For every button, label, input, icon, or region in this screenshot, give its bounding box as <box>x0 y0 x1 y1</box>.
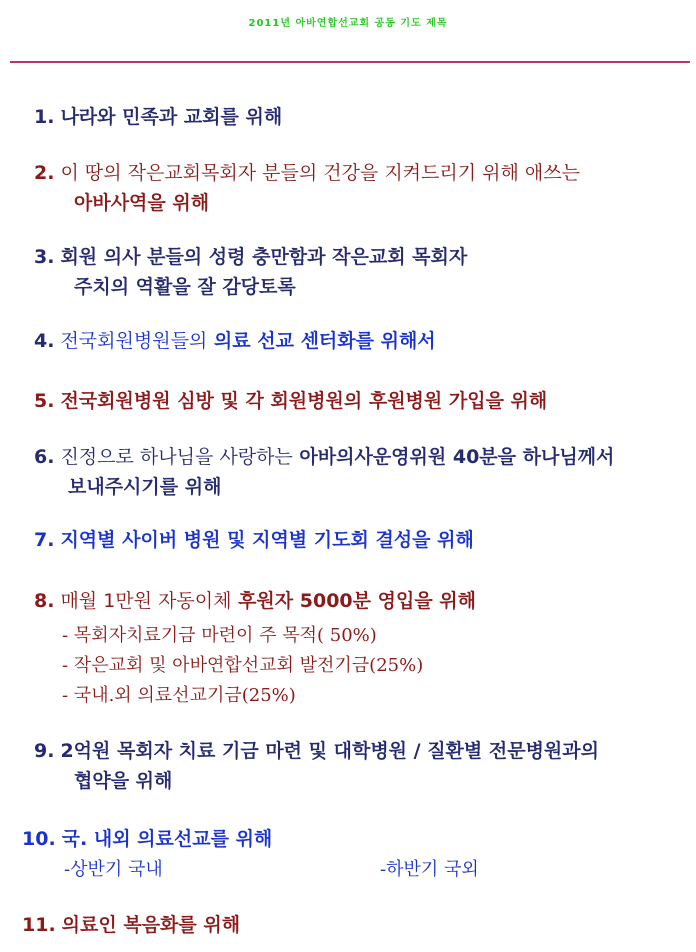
item-number: 6. <box>34 446 55 468</box>
item-number: 8. <box>34 590 55 612</box>
fund-allocation-2: - 작은교회 및 아바연합선교회 발전기금(25%) <box>62 655 424 676</box>
item-text: 나라와 민족과 교회를 위해 <box>60 106 283 128</box>
item-text: 후원자 5000분 영입을 위해 <box>238 590 476 612</box>
prayer-item-9-cont: 협약을 위해 <box>74 770 173 792</box>
item-number: 9. <box>34 740 55 762</box>
overseas-second-half: -하반기 국외 <box>380 859 479 880</box>
prayer-item-3-cont: 주치의 역활을 잘 감당토록 <box>74 276 296 298</box>
prayer-item-2-cont: 아바사역을 위해 <box>74 192 210 214</box>
item-number: 1. <box>34 106 55 128</box>
item-text: 지역별 사이버 병원 및 지역별 기도회 결성을 위해 <box>60 529 474 551</box>
item-text-plain: 매월 1만원 자동이체 <box>60 590 232 612</box>
item-number: 4. <box>34 330 55 352</box>
prayer-item-6-cont: 보내주시기를 위해 <box>68 476 222 498</box>
domestic-first-half: -상반기 국내 <box>64 859 163 880</box>
prayer-item-3 <box>34 244 467 270</box>
prayer-item-8 <box>34 588 476 614</box>
item-number: 3. <box>34 246 55 268</box>
prayer-item-10 <box>22 826 272 852</box>
item-number: 7. <box>34 529 55 551</box>
fund-allocation-3: - 국내.외 의료선교기금(25%) <box>62 685 296 706</box>
item-text: 아바의사운영위원 40분을 하나님께서 <box>299 446 615 468</box>
item-text: 전국회원병원 심방 및 각 회원병원의 후원병원 가입을 위해 <box>60 390 548 412</box>
prayer-item-5 <box>34 388 547 414</box>
item-text: 회원 의사 분들의 성령 충만함과 작은교회 목회자 <box>60 246 468 268</box>
prayer-item-2 <box>34 160 580 186</box>
item-text-plain: 전국회원병원들의 <box>60 330 208 352</box>
prayer-item-4 <box>34 328 436 354</box>
item-number: 11. <box>22 914 56 936</box>
item-number: 2. <box>34 162 55 184</box>
item-text: 2억원 목회자 치료 기금 마련 및 대학병원 / 질환별 전문병원과의 <box>60 740 599 762</box>
item-text: 의료 선교 센터화를 위해서 <box>213 330 436 352</box>
page-title: 2011년 아바연합선교회 공동 기도 제목 <box>248 18 448 29</box>
item-text-plain: 진정으로 하나님을 사랑하는 <box>60 446 293 468</box>
prayer-item-6 <box>34 444 614 470</box>
fund-allocation-1: - 목회자치료기금 마련이 주 목적( 50%) <box>62 625 377 646</box>
prayer-item-1 <box>34 104 282 130</box>
item-number: 10. <box>22 828 56 850</box>
prayer-item-7 <box>34 527 474 553</box>
title-divider <box>10 61 690 63</box>
item-number: 5. <box>34 390 55 412</box>
prayer-item-11 <box>22 912 240 938</box>
prayer-item-9 <box>34 738 599 764</box>
item-text: 국. 내외 의료선교를 위해 <box>61 828 273 850</box>
item-text: 의료인 복음화를 위해 <box>61 914 241 936</box>
item-text-plain: 이 땅의 작은교회목회자 분들의 건강을 지켜드리기 위해 애쓰는 <box>60 162 580 184</box>
